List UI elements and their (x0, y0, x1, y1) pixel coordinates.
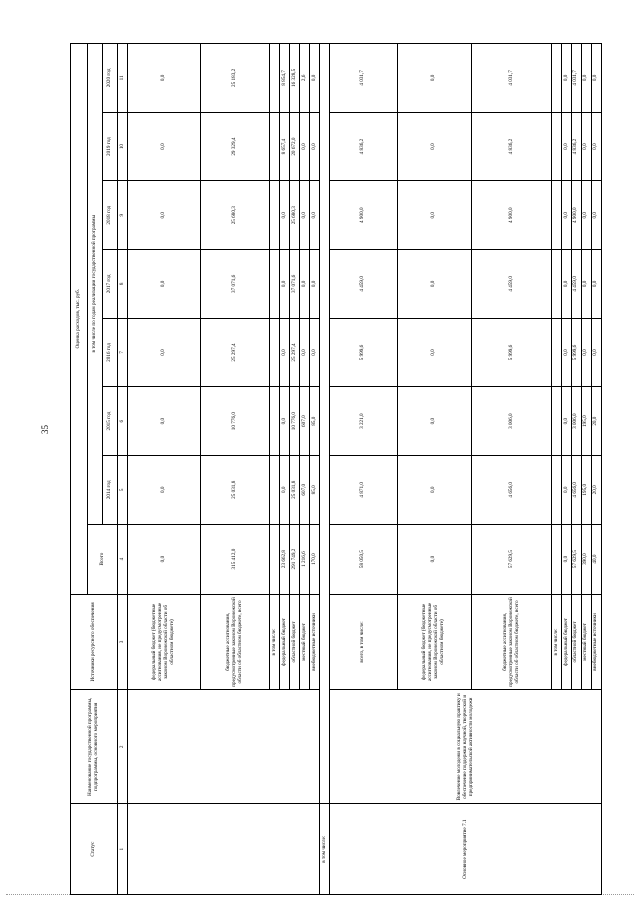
value-cell: 0,0 (310, 250, 320, 319)
header-source: Источники ресурсного обеспечения (71, 594, 118, 690)
value-cell: 0,0 (128, 387, 200, 456)
value-cell: 0,0 (591, 181, 601, 250)
value-cell: 25 297,4 (290, 318, 300, 387)
value-cell: 0,0 (128, 455, 200, 524)
header-year-2020: 2020 год (103, 44, 118, 113)
value-cell: 291 749,2 (290, 524, 300, 594)
value-cell: 1 216,6 (300, 524, 310, 594)
value-cell: 4 900,0 (571, 181, 581, 250)
value-cell: 0,0 (310, 318, 320, 387)
value-cell: 5 999,6 (472, 318, 552, 387)
value-cell: 3 221,0 (330, 387, 397, 456)
value-cell: 25 680,3 (200, 181, 270, 250)
source-cell: федеральный бюджет (бюджетные ассигнования, не предусмотренные законом Воронежской области об областном бюджете) (397, 594, 472, 690)
source-cell: областной бюджет (571, 594, 581, 690)
value-cell: 4 871,0 (330, 455, 397, 524)
value-cell: 0,0 (562, 44, 572, 113)
value-cell: 37 071,6 (290, 250, 300, 319)
value-cell: 23 662,8 (280, 524, 290, 594)
value-cell: 0,0 (128, 318, 200, 387)
value-cell: 0,0 (310, 112, 320, 181)
value-cell: 0,0 (280, 181, 290, 250)
value-cell (552, 44, 562, 113)
value-cell: 57 629,5 (571, 524, 581, 594)
value-cell: 0,0 (397, 112, 472, 181)
col-number: 4 (118, 524, 128, 594)
value-cell: 25 031,8 (200, 455, 270, 524)
value-cell: 10 776,0 (290, 387, 300, 456)
header-year-2014: 2014 год (103, 455, 118, 524)
table-row (330, 44, 397, 895)
value-cell: 58 050,5 (330, 524, 397, 594)
value-cell: 0,0 (397, 455, 472, 524)
value-cell: 4 656,0 (472, 455, 552, 524)
value-cell: 0,0 (397, 250, 472, 319)
col-number: 11 (118, 44, 128, 113)
value-cell: 4 031,7 (571, 44, 581, 113)
status-cell-empty (128, 804, 320, 895)
value-cell: 0,0 (300, 181, 310, 250)
header-total: Всего (88, 524, 118, 594)
source-cell: внебюджетные источники (591, 594, 601, 690)
value-cell: 4 459,0 (472, 250, 552, 319)
value-cell: 0,0 (562, 455, 572, 524)
value-cell: 0,0 (591, 318, 601, 387)
value-cell: 0,0 (280, 250, 290, 319)
value-cell: 0,0 (581, 44, 591, 113)
status-cell: Основное мероприятие 7.1 (330, 804, 602, 895)
value-cell (270, 318, 280, 387)
source-cell: федеральный бюджет (562, 594, 572, 690)
value-cell: 4 459,0 (571, 250, 581, 319)
value-cell (552, 181, 562, 250)
value-cell: 25 680,3 (290, 181, 300, 250)
source-cell: бюджетные ассигнования, предусмотренные законом Воронежской области об областном бюджете, всего (200, 594, 270, 690)
value-cell: 4 031,7 (330, 44, 397, 113)
col-number: 5 (118, 455, 128, 524)
value-cell: 57 629,5 (472, 524, 552, 594)
value-cell: 195,0 (581, 387, 591, 456)
value-cell: 5 999,6 (571, 318, 581, 387)
value-cell: 0,0 (591, 250, 601, 319)
source-cell: областной бюджет (290, 594, 300, 690)
value-cell: 0,0 (397, 387, 472, 456)
value-cell: 4 836,2 (472, 112, 552, 181)
value-cell: 0,0 (562, 318, 572, 387)
value-cell: 607,0 (300, 455, 310, 524)
value-cell: 0,0 (397, 44, 472, 113)
value-cell: 85,0 (310, 387, 320, 456)
name-cell-empty (128, 690, 320, 804)
value-cell: 0,0 (128, 44, 200, 113)
value-cell (270, 524, 280, 594)
col-number: 8 (118, 250, 128, 319)
value-cell: 170,0 (310, 524, 320, 594)
value-cell: 390,0 (581, 524, 591, 594)
value-cell: 4 031,7 (472, 44, 552, 113)
budget-table (70, 43, 602, 895)
value-cell: 85,0 (310, 455, 320, 524)
col-number: 7 (118, 318, 128, 387)
value-cell: 4 656,0 (571, 455, 581, 524)
col-number: 9 (118, 181, 128, 250)
spacer-cell (320, 44, 330, 804)
col-number: 10 (118, 112, 128, 181)
in-that-number-cell: в том числе: (320, 804, 330, 895)
value-cell: 0,0 (310, 44, 320, 113)
value-cell: 25 297,4 (200, 318, 270, 387)
page-number: 35 (40, 425, 50, 434)
header-year-2019: 2019 год (103, 112, 118, 181)
value-cell: 0,0 (397, 524, 472, 594)
col-number: 2 (118, 690, 128, 804)
value-cell: 0,0 (280, 318, 290, 387)
header-by-years: в том числе по годам реализации государственной программы (88, 44, 103, 525)
value-cell: 2,6 (300, 44, 310, 113)
value-cell: 4 459,0 (330, 250, 397, 319)
value-cell: 16 328,5 (290, 44, 300, 113)
header-year-2017: 2017 год (103, 250, 118, 319)
value-cell: 315 412,0 (200, 524, 270, 594)
value-cell: 4 900,0 (330, 181, 397, 250)
source-cell: федеральный бюджет (280, 594, 290, 690)
header-year-2016: 2016 год (103, 318, 118, 387)
value-cell: 0,0 (280, 387, 290, 456)
value-cell (552, 112, 562, 181)
value-cell: 25 183,2 (200, 44, 270, 113)
value-cell: 0,0 (128, 524, 200, 594)
header-name: Наименование государственной программы, подпрограммы, основного мероприятия (71, 690, 118, 804)
value-cell (270, 455, 280, 524)
source-cell: федеральный бюджет (бюджетные ассигнования, не предусмотренные законом Воронежской области об областном бюджете) (128, 594, 200, 690)
value-cell: 0,0 (562, 181, 572, 250)
value-cell: 195,0 (581, 455, 591, 524)
value-cell: 8 657,4 (280, 112, 290, 181)
name-cell: Вовлечение молодежи в социальную практику и обеспечение поддержки научной, творческой и предпринимательской активности молодежи (330, 690, 602, 804)
value-cell: 0,0 (300, 250, 310, 319)
header-estimate: Оценка расходов, тыс. руб. (71, 44, 88, 595)
value-cell: 3 006,0 (472, 387, 552, 456)
value-cell: 20,0 (591, 455, 601, 524)
value-cell (270, 387, 280, 456)
value-cell: 0,0 (397, 318, 472, 387)
value-cell: 0,0 (591, 112, 601, 181)
value-cell: 10 776,0 (200, 387, 270, 456)
value-cell: 37 071,6 (200, 250, 270, 319)
value-cell: 8 854,7 (280, 44, 290, 113)
value-cell (270, 181, 280, 250)
rotated-table-container (70, 43, 602, 895)
value-cell (552, 524, 562, 594)
value-cell: 3 006,0 (571, 387, 581, 456)
value-cell: 20,0 (591, 387, 601, 456)
value-cell: 0,0 (581, 250, 591, 319)
source-cell: внебюджетные источники (310, 594, 320, 690)
source-cell: в том числе: (270, 594, 280, 690)
value-cell: 0,0 (128, 112, 200, 181)
value-cell: 0,0 (397, 181, 472, 250)
value-cell: 5 999,6 (330, 318, 397, 387)
value-cell (552, 318, 562, 387)
table-row (320, 44, 330, 895)
header-year-2015: 2015 год (103, 387, 118, 456)
value-cell: 607,0 (300, 387, 310, 456)
col-number: 6 (118, 387, 128, 456)
value-cell: 0,0 (280, 455, 290, 524)
value-cell: 0,0 (310, 181, 320, 250)
value-cell: 4 836,2 (330, 112, 397, 181)
value-cell: 29 329,4 (200, 112, 270, 181)
value-cell: 20 672,0 (290, 112, 300, 181)
value-cell: 0,0 (591, 44, 601, 113)
value-cell: 0,0 (128, 250, 200, 319)
value-cell: 0,0 (581, 318, 591, 387)
col-number: 1 (118, 804, 128, 895)
value-cell: 25 031,8 (290, 455, 300, 524)
source-cell: местный бюджет (300, 594, 310, 690)
value-cell: 0,0 (300, 318, 310, 387)
value-cell: 0,0 (562, 524, 572, 594)
col-number: 3 (118, 594, 128, 690)
value-cell (270, 44, 280, 113)
table-row (128, 44, 200, 895)
value-cell (552, 250, 562, 319)
value-cell: 0,0 (562, 250, 572, 319)
value-cell: 40,0 (591, 524, 601, 594)
value-cell: 0,0 (562, 387, 572, 456)
header-year-2018: 2018 год (103, 181, 118, 250)
value-cell: 0,0 (581, 112, 591, 181)
value-cell: 4 900,0 (472, 181, 552, 250)
header-status: Статус (71, 804, 118, 895)
value-cell (270, 112, 280, 181)
value-cell (270, 250, 280, 319)
value-cell: 0,0 (562, 112, 572, 181)
source-cell: местный бюджет (581, 594, 591, 690)
source-cell: всего, в том числе: (330, 594, 397, 690)
source-cell: в том числе: (552, 594, 562, 690)
value-cell: 0,0 (300, 112, 310, 181)
value-cell: 0,0 (581, 181, 591, 250)
value-cell (552, 387, 562, 456)
value-cell (552, 455, 562, 524)
value-cell: 4 836,2 (571, 112, 581, 181)
value-cell: 0,0 (128, 181, 200, 250)
source-cell: бюджетные ассигнования, предусмотренные законом Воронежской области об областном бюджете, всего (472, 594, 552, 690)
